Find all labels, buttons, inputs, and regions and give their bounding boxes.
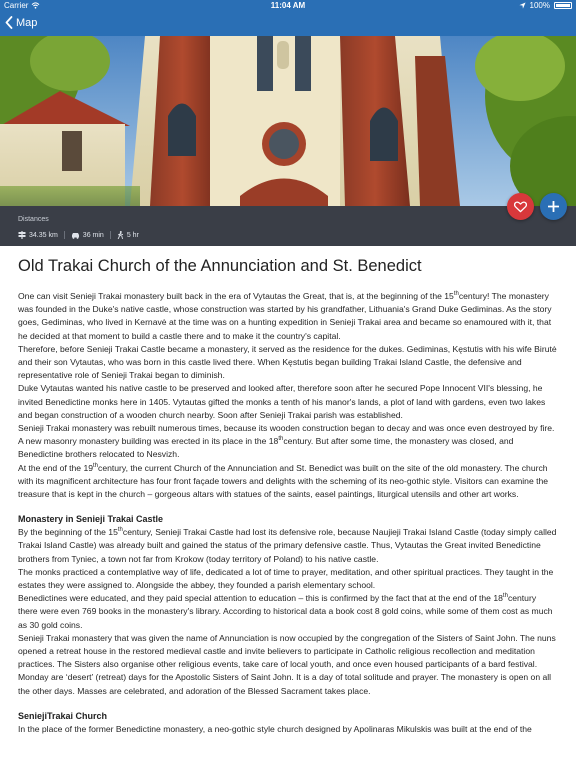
article-paragraph: The monks practiced a contemplative way of life, dedicated a lot of time to prayer, meditation, and other spiritual practices. They taught in the estates they were assigned to. Alongside the abbey, they founded a parish elementary school.	[18, 566, 554, 591]
article-paragraph: Therefore, before Senieji Trakai Castle became a monastery, it served as the residence for the dukes. Gediminas, Kęstutis with his wife Birutė and their son Vytautas, who was born in this castle lived there. When Kęstutis began building Trakai Island Castle, the defensive and representative role of Senieji Trakai began to diminish.	[18, 343, 557, 381]
section-heading: SeniejiTrakai Church	[18, 710, 108, 721]
distances-title: Distances	[18, 216, 49, 223]
distances-panel	[0, 206, 576, 246]
walking-person-icon	[117, 231, 124, 239]
article-paragraph: Senieji Trakai monastery was rebuilt numerous times, because its wooden construction began to decay and was once even destroyed by fire. A new masonry monastery building was erected in its place in the 18thcentury. But after some time, the monastery was closed, and Benedictine brothers relocated to Nesvizh.	[18, 423, 555, 460]
add-button[interactable]	[540, 193, 567, 220]
car-duration	[71, 232, 104, 239]
walk-duration	[117, 231, 139, 239]
chevron-left-icon	[5, 16, 13, 29]
car-duration-value: 36 min	[82, 231, 104, 239]
back-button-label: Map	[16, 16, 38, 29]
location-arrow-icon	[519, 2, 526, 9]
car-icon	[71, 232, 80, 239]
road-distance	[18, 231, 58, 239]
article-paragraph: By the beginning of the 15thcentury, Senieji Trakai Castle had lost its defensive role, because Naujieji Trakai Island Castle (today simply called Trakai Island Castle) was already built and gained the status of the primary defensive castle. Thus, Vytautas the Great invited Benedictine brothers from Tyniec, a town not far from Krokow (today territory of Poland) to his native castle.	[18, 527, 557, 564]
article-paragraph: One can visit Senieji Trakai monastery built back in the era of Vytautas the Great, that is, at the beginning of the 15thcentury! The monastery was founded in the Duke's native castle, whose construction was started by his grandfather, Lithuania's Grand Duke Gediminas. As the story goes, Gediminas, who lived in Kernavė at the time was on a hunting expedition in Senieji Trakai area and became so enamoured with it, that he decided at that moment to build a castle there and to make it the country's capital.	[18, 291, 552, 341]
heart-icon	[514, 201, 527, 213]
road-sign-icon	[18, 231, 26, 239]
article-paragraph: In the place of the former Benedictine monastery, a neo-gothic style church designed by Apolinaras Mikulskis was built at the end of the	[18, 723, 532, 734]
divider	[110, 231, 111, 239]
plus-icon	[548, 201, 559, 212]
section-heading: Monastery in Senieji Trakai Castle	[18, 514, 164, 525]
back-button[interactable]	[5, 16, 37, 29]
article-paragraph: Monday are ‘desert’ (retreat) days for the Apostolic Sisters of Saint John. It is a day of total solitude and prayer. The monastery is open on all the other days. Masses are celebrated, and adoration of the Blessed Sacrament takes place.	[18, 672, 552, 696]
carrier-label: Carrier	[4, 1, 29, 10]
hero-image	[0, 36, 576, 206]
article-paragraph: Benedictines were educated, and they paid special attention to education – this is confirmed by the fact that at the end of the 18thcentury there were even 769 books in the monastery's library. According to historical data a book cost 8 gold coins, while some of them cost as much as 30 gold coins.	[18, 593, 553, 630]
article-paragraph: Duke Vytautas wanted his native castle to be preserved and looked after, therefore soon after he secured Pope Innocent VII's blessing, he invited Benedictine monks here in 1405. Vytautas gifted the monks a tenth of his manor's lands, a plot of land with gardens, even two lakes and began construction of a wooden church nearby. Soon after Senieji Trakai parish was established.	[18, 383, 546, 420]
divider	[64, 231, 65, 239]
distances-metrics	[18, 231, 139, 239]
battery-label: 100%	[529, 1, 550, 10]
walk-duration-value: 5 hr	[126, 231, 139, 239]
road-distance-value: 34.35 km	[29, 231, 58, 239]
page-title: Old Trakai Church of the Annunciation and St. Benedict	[18, 257, 422, 275]
article-paragraph: At the end of the 19thcentury, the current Church of the Annunciation and St. Benedict was built on the site of the old monastery. The church with its magnificent architecture has four front façade towers and delights with the scheming of its neo-gothic style. Visitors can examine the treasure that is kept in the church – gorgeous altars with statues of the saints, easel paintings, liturgical utensils and other art works.	[18, 462, 549, 500]
church-photo	[0, 36, 576, 206]
article-paragraph: Senieji Trakai monastery that was given the name of Annunciation is now occupied by the congregation of the Sisters of Saint John. The nuns opened a retreat house in the restored medieval castle and invite believers to participate in Catholic religious recollection and meditation practices. The Sisters also organise other religious events, take care of local youth, and once even housed participants of a bard festival.	[18, 632, 556, 670]
status-right	[519, 1, 572, 10]
status-bar	[0, 0, 576, 12]
navigation-bar	[0, 12, 576, 36]
article-content	[18, 256, 558, 736]
favorite-button[interactable]	[507, 193, 534, 220]
battery-icon	[554, 2, 572, 9]
status-time: 11:04 AM	[270, 1, 306, 10]
